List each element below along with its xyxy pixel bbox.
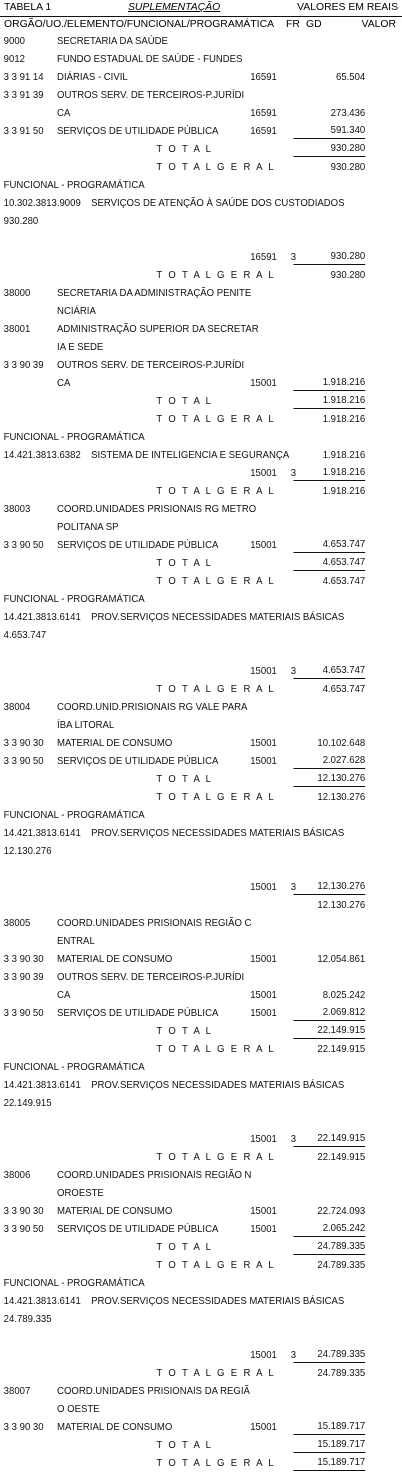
row-value: 15.189.717	[293, 1419, 365, 1435]
row-text: 22.149.915	[3, 1098, 52, 1109]
table-row	[0, 1095, 402, 1113]
program-description: PROV.SERVIÇOS NECESSIDADES MATERIAIS BÁSICAS	[91, 612, 345, 623]
row-description: SERVIÇOS DE UTILIDADE PÚBLICA	[57, 1224, 219, 1235]
table-row	[0, 177, 402, 195]
total-label: T O T A L G E R A L	[156, 162, 276, 173]
row-value: 930.280	[293, 249, 365, 265]
row-description: ENTRAL	[57, 936, 95, 947]
table-row	[0, 1329, 402, 1347]
column-headers	[0, 16, 402, 33]
total-value: 930.280	[293, 141, 365, 157]
row-text: 24.789.335	[3, 1314, 52, 1325]
total-value: 4.653.747	[293, 555, 365, 571]
table-row	[0, 645, 402, 663]
table-row	[0, 789, 402, 807]
row-text: 4.653.747	[3, 630, 47, 641]
row-fr: 15001	[250, 1422, 277, 1433]
table-row	[0, 1365, 402, 1383]
total-value: 15.189.717	[293, 1437, 365, 1453]
table-row	[0, 429, 402, 447]
table-row	[0, 933, 402, 951]
table-header-top	[0, 0, 402, 16]
total-value: 24.789.335	[317, 1260, 366, 1271]
program-code: 10.302.3813.9009	[3, 198, 81, 209]
row-code: 38003	[3, 504, 31, 515]
row-description: CA	[57, 378, 71, 389]
total-value: 1.918.216	[293, 393, 365, 409]
total-label: T O T A L G E R A L	[156, 486, 276, 497]
row-description: SECRETARIA DA ADMINISTRAÇÃO PENITE	[57, 288, 252, 299]
row-fr: 15001	[250, 540, 277, 551]
row-description: MATERIAL DE CONSUMO	[57, 738, 173, 749]
table-row	[0, 591, 402, 609]
row-value: 2.065.242	[293, 1221, 365, 1237]
document-title: SUPLEMENTAÇÃO	[128, 2, 221, 13]
total-label: T O T A L	[156, 1242, 213, 1253]
total-value: 1.918.216	[322, 486, 366, 497]
row-code: 3 3 91 50	[3, 126, 44, 137]
total-value: 4.653.747	[322, 684, 366, 695]
row-code: 3 3 90 39	[3, 972, 44, 983]
row-code: 3 3 90 50	[3, 1224, 44, 1235]
row-code: 38007	[3, 1386, 31, 1397]
program-code: 14.421.3813.6141	[3, 1296, 81, 1307]
program-description: PROV.SERVIÇOS NECESSIDADES MATERIAIS BÁSICAS	[91, 1296, 345, 1307]
total-label: T O T A L G E R A L	[156, 270, 276, 281]
row-text: 930.280	[3, 216, 39, 227]
col-gd-header: GD	[306, 19, 322, 30]
total-label: T O T A L G E R A L	[156, 792, 276, 803]
table-row	[0, 213, 402, 231]
total-value: 15.189.717	[293, 1455, 365, 1471]
table-row	[0, 609, 402, 627]
program-code: 14.421.3813.6141	[3, 612, 81, 623]
table-row	[0, 1131, 402, 1149]
row-fr: 15001	[250, 756, 277, 767]
table-row	[0, 411, 402, 429]
table-row	[0, 1347, 402, 1365]
table-row	[0, 267, 402, 285]
table-row	[0, 393, 402, 411]
row-gd: 3	[290, 252, 297, 263]
row-fr: 15001	[250, 1134, 277, 1145]
table-row	[0, 555, 402, 573]
row-description: MATERIAL DE CONSUMO	[57, 1206, 173, 1217]
total-label: T O T A L	[156, 774, 213, 785]
table-row	[0, 1185, 402, 1203]
row-fr: 15001	[250, 990, 277, 1001]
table-row	[0, 303, 402, 321]
row-fr: 15001	[250, 882, 277, 893]
table-row	[0, 375, 402, 393]
table-row	[0, 627, 402, 645]
row-description: COORD.UNIDADES PRISIONAIS DA REGIÃ	[57, 1386, 250, 1397]
row-description: ÍBA LITORAL	[57, 720, 115, 731]
row-fr: 15001	[250, 1206, 277, 1217]
table-row	[0, 285, 402, 303]
table-row	[0, 1437, 402, 1455]
total-value: 12.130.276	[317, 900, 366, 911]
row-description: OUTROS SERV. DE TERCEIROS-P.JURÍDI	[57, 360, 245, 371]
row-description: SERVIÇOS DE UTILIDADE PÚBLICA	[57, 540, 219, 551]
total-value: 930.280	[330, 270, 366, 281]
row-code: 3 3 90 30	[3, 954, 44, 965]
table-row	[0, 735, 402, 753]
table-row	[0, 1455, 402, 1473]
row-code: 9012	[3, 54, 25, 65]
program-code: 14.421.3813.6382	[3, 450, 81, 461]
row-description: ADMINISTRAÇÃO SUPERIOR DA SECRETAR	[57, 324, 259, 335]
row-description: OROESTE	[57, 1188, 104, 1199]
table-row	[0, 663, 402, 681]
table-row	[0, 573, 402, 591]
col-org-header: ORGÃO/UO./ELEMENTO/FUNCIONAL/PROGRAMÁTICA	[4, 19, 274, 30]
row-gd: 3	[290, 468, 297, 479]
row-description: SERVIÇOS DE UTILIDADE PÚBLICA	[57, 126, 219, 137]
table-row	[0, 1005, 402, 1023]
table-row	[0, 1275, 402, 1293]
table-row	[0, 1203, 402, 1221]
total-label: T O T A L G E R A L	[156, 1368, 276, 1379]
table-row	[0, 1311, 402, 1329]
program-code: 14.421.3813.6141	[3, 1080, 81, 1091]
row-code: 38004	[3, 702, 31, 713]
total-value: 24.789.335	[317, 1368, 366, 1379]
row-code: 3 3 90 39	[3, 360, 44, 371]
row-value: 22.724.093	[317, 1206, 366, 1217]
row-gd: 3	[290, 882, 297, 893]
row-code: 3 3 91 14	[3, 72, 44, 83]
program-description: PROV.SERVIÇOS NECESSIDADES MATERIAIS BÁSICAS	[91, 1080, 345, 1091]
table-row	[0, 1077, 402, 1095]
program-description: SISTEMA DE INTELIGENCIA E SEGURANÇA	[91, 450, 290, 461]
table-row	[0, 1257, 402, 1275]
row-value: 8.025.242	[322, 990, 366, 1001]
table-row	[0, 1113, 402, 1131]
table-row	[0, 1419, 402, 1437]
row-code: 38001	[3, 324, 31, 335]
row-fr: 15001	[250, 1008, 277, 1019]
table-row	[0, 465, 402, 483]
row-fr: 15001	[250, 1350, 277, 1361]
table-row	[0, 1293, 402, 1311]
table-row	[0, 771, 402, 789]
table-body	[0, 33, 402, 1473]
row-value: 4.653.747	[293, 663, 365, 679]
row-description: SERVIÇOS DE UTILIDADE PÚBLICA	[57, 1008, 219, 1019]
row-description: POLITANA SP	[57, 522, 119, 533]
row-code: 3 3 90 30	[3, 1422, 44, 1433]
row-text: FUNCIONAL - PROGRAMÁTICA	[3, 1062, 145, 1073]
row-value: 1.918.216	[293, 465, 365, 481]
row-code: 38005	[3, 918, 31, 929]
col-valor-header: VALOR	[361, 19, 396, 30]
total-label: T O T A L	[156, 558, 213, 569]
row-text: FUNCIONAL - PROGRAMÁTICA	[3, 1278, 145, 1289]
table-row	[0, 987, 402, 1005]
row-description: CA	[57, 108, 71, 119]
row-description: COORD.UNIDADES PRISIONAIS RG METRO	[57, 504, 257, 515]
table-row	[0, 69, 402, 87]
row-code: 9000	[3, 36, 25, 47]
row-description: NCIÁRIA	[57, 306, 96, 317]
program-description: SERVIÇOS DE ATENÇÃO À SAÚDE DOS CUSTODIADOS	[91, 198, 345, 209]
table-row	[0, 123, 402, 141]
table-row	[0, 699, 402, 717]
row-fr: 16591	[250, 252, 277, 263]
currency-label: VALORES EM REAIS	[297, 2, 398, 13]
total-value: 12.130.276	[293, 771, 365, 787]
table-row	[0, 33, 402, 51]
table-row	[0, 501, 402, 519]
table-row	[0, 51, 402, 69]
total-label: T O T A L G E R A L	[156, 1044, 276, 1055]
row-code: 3 3 90 30	[3, 1206, 44, 1217]
table-row	[0, 843, 402, 861]
row-description: FUNDO ESTADUAL DE SAÚDE - FUNDES	[57, 54, 243, 65]
program-code: 14.421.3813.6141	[3, 828, 81, 839]
row-fr: 15001	[250, 378, 277, 389]
table-row	[0, 141, 402, 159]
total-label: T O T A L	[156, 144, 213, 155]
row-text: FUNCIONAL - PROGRAMÁTICA	[3, 810, 145, 821]
table-row	[0, 807, 402, 825]
total-label: T O T A L G E R A L	[156, 1260, 276, 1271]
program-value: 1.918.216	[322, 450, 366, 461]
row-value: 4.653.747	[293, 537, 365, 553]
table-row	[0, 1149, 402, 1167]
row-fr: 15001	[250, 468, 277, 479]
row-code: 3 3 90 50	[3, 540, 44, 551]
row-gd: 3	[290, 1134, 297, 1145]
total-label: T O T A L	[156, 1026, 213, 1037]
table-label: TABELA 1	[4, 2, 52, 13]
table-row	[0, 249, 402, 267]
row-value: 2.027.628	[293, 753, 365, 769]
row-value: 12.054.861	[317, 954, 366, 965]
total-value: 4.653.747	[322, 576, 366, 587]
row-value: 22.149.915	[293, 1131, 365, 1147]
row-fr: 16591	[250, 72, 277, 83]
row-value: 2.069.812	[293, 1005, 365, 1021]
table-row	[0, 915, 402, 933]
row-code: 3 3 90 50	[3, 756, 44, 767]
row-fr: 15001	[250, 954, 277, 965]
table-row	[0, 1221, 402, 1239]
total-label: T O T A L G E R A L	[156, 1458, 276, 1469]
row-text: 12.130.276	[3, 846, 52, 857]
row-code: 3 3 90 30	[3, 738, 44, 749]
row-description: OUTROS SERV. DE TERCEIROS-P.JURÍDI	[57, 90, 245, 101]
row-fr: 15001	[250, 666, 277, 677]
table-row	[0, 1059, 402, 1077]
col-fr-header: FR	[286, 19, 300, 30]
table-row	[0, 87, 402, 105]
table-row	[0, 105, 402, 123]
row-value: 10.102.648	[317, 738, 366, 749]
table-row	[0, 1167, 402, 1185]
row-value: 591.340	[293, 123, 365, 139]
total-value: 12.130.276	[317, 792, 366, 803]
row-description: MATERIAL DE CONSUMO	[57, 1422, 173, 1433]
row-description: COORD.UNID.PRISIONAIS RG VALE PARA	[57, 702, 248, 713]
total-value: 24.789.335	[293, 1239, 365, 1255]
table-row	[0, 357, 402, 375]
row-description: SECRETARIA DA SAÚDE	[57, 36, 168, 47]
program-description: PROV.SERVIÇOS NECESSIDADES MATERIAIS BÁSICAS	[91, 828, 345, 839]
row-text: FUNCIONAL - PROGRAMÁTICA	[3, 180, 145, 191]
row-value: 1.918.216	[293, 375, 365, 391]
table-row	[0, 717, 402, 735]
total-value: 930.280	[330, 162, 366, 173]
row-code: 38006	[3, 1170, 31, 1181]
total-value: 22.149.915	[317, 1044, 366, 1055]
row-description: O OESTE	[57, 1404, 100, 1415]
table-row	[0, 753, 402, 771]
table-row	[0, 447, 402, 465]
row-fr: 16591	[250, 126, 277, 137]
row-description: MATERIAL DE CONSUMO	[57, 954, 173, 965]
table-row	[0, 825, 402, 843]
row-fr: 15001	[250, 738, 277, 749]
row-fr: 15001	[250, 1224, 277, 1235]
row-description: IA E SEDE	[57, 342, 104, 353]
row-description: COORD.UNIDADES PRISIONAIS REGIÃO N	[57, 1170, 252, 1181]
row-code: 38000	[3, 288, 31, 299]
table-row	[0, 951, 402, 969]
total-value: 22.149.915	[293, 1023, 365, 1039]
row-gd: 3	[290, 666, 297, 677]
row-description: SERVIÇOS DE UTILIDADE PÚBLICA	[57, 756, 219, 767]
row-value: 273.436	[330, 108, 366, 119]
row-code: 3 3 91 39	[3, 90, 44, 101]
row-code: 3 3 90 50	[3, 1008, 44, 1019]
table-row	[0, 861, 402, 879]
row-description: OUTROS SERV. DE TERCEIROS-P.JURÍDI	[57, 972, 245, 983]
table-row	[0, 897, 402, 915]
row-text: FUNCIONAL - PROGRAMÁTICA	[3, 594, 145, 605]
table-row	[0, 681, 402, 699]
row-description: CA	[57, 990, 71, 1001]
total-label: T O T A L	[156, 1440, 213, 1451]
total-label: T O T A L G E R A L	[156, 684, 276, 695]
total-label: T O T A L G E R A L	[156, 414, 276, 425]
table-row	[0, 231, 402, 249]
table-row	[0, 1239, 402, 1257]
total-label: T O T A L G E R A L	[156, 576, 276, 587]
table-row	[0, 537, 402, 555]
row-gd: 3	[290, 1350, 297, 1361]
table-row	[0, 879, 402, 897]
table-row	[0, 321, 402, 339]
table-row	[0, 1383, 402, 1401]
total-value: 1.918.216	[322, 414, 366, 425]
table-row	[0, 969, 402, 987]
row-description: COORD.UNIDADES PRISIONAIS REGIÃO C	[57, 918, 252, 929]
table-row	[0, 519, 402, 537]
table-row	[0, 1023, 402, 1041]
table-row	[0, 159, 402, 177]
table-row	[0, 1401, 402, 1419]
row-fr: 16591	[250, 108, 277, 119]
row-description: DIÁRIAS - CIVIL	[57, 72, 128, 83]
table-row	[0, 339, 402, 357]
table-row	[0, 483, 402, 501]
row-value: 65.504	[336, 72, 366, 83]
row-text: FUNCIONAL - PROGRAMÁTICA	[3, 432, 145, 443]
total-label: T O T A L G E R A L	[156, 1152, 276, 1163]
total-label: T O T A L	[156, 396, 213, 407]
row-value: 12.130.276	[293, 879, 365, 895]
table-row	[0, 1041, 402, 1059]
total-value: 22.149.915	[317, 1152, 366, 1163]
row-value: 24.789.335	[293, 1347, 365, 1363]
table-row	[0, 195, 402, 213]
